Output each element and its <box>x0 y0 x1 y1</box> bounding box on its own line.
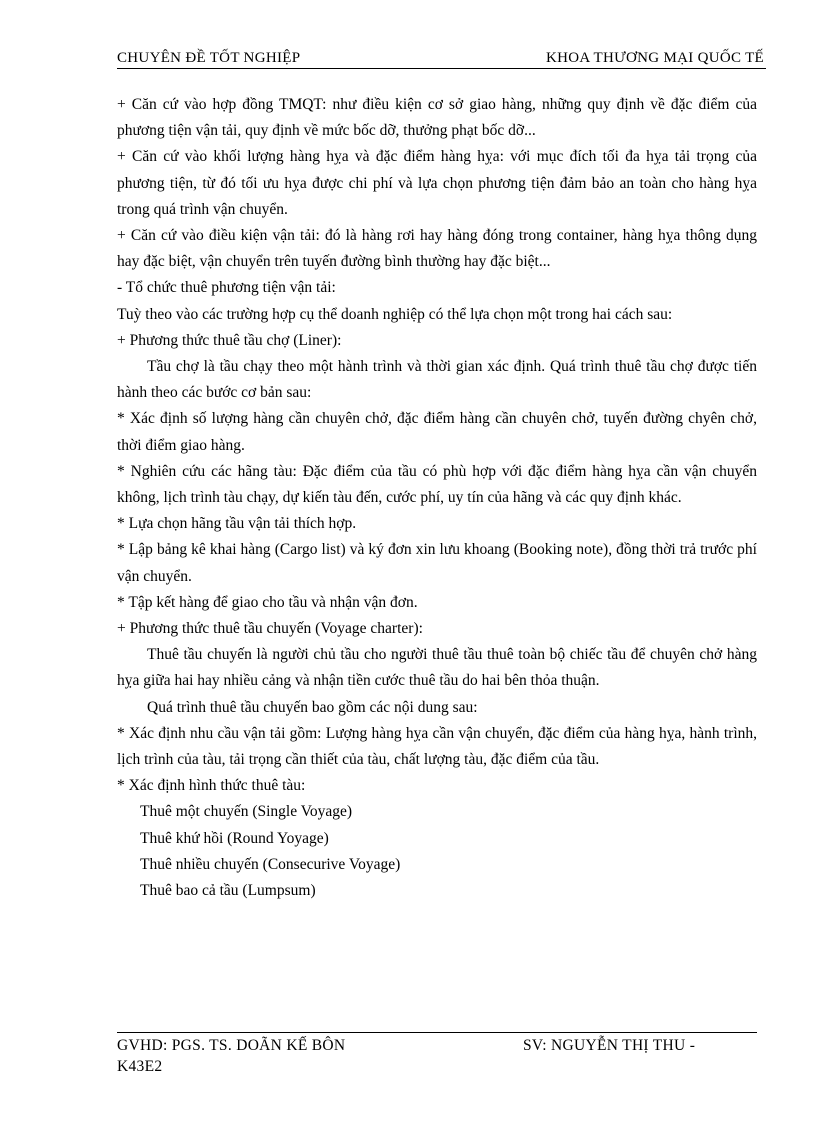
paragraph-voyage-process: Quá trình thuê tầu chuyến bao gồm các nội dung sau: <box>147 698 478 716</box>
page-header <box>117 48 766 69</box>
list-item-single-voyage: Thuê một chuyến (Single Voyage) <box>140 803 353 821</box>
paragraph-voyage-definition: Thuê tầu chuyến là người chủ tầu cho người thuê tầu thuê toàn bộ chiếc tầu để chuyên chở hàng hỵa giữa hai hay nhiều cảng và nhận tiền cước thuê tầu do hai bên thỏa thuận. <box>117 646 757 690</box>
heading-voyage-charter: + Phương thức thuê tầu chuyến (Voyage charter): <box>117 620 423 638</box>
paragraph-contract-basis: + Căn cứ vào hợp đồng TMQT: như điều kiện cơ sở giao hàng, những quy định về đặc điểm của phương tiện vận tải, quy định về mức bốc dỡ, thưởng phạt bốc dỡ... <box>117 96 757 140</box>
paragraph-cargo-volume-basis: + Căn cứ vào khối lượng hàng hỵa và đặc điểm hàng hỵa: với mục đích tối đa hỵa tải trọng của phương tiện, từ đó tối ưu hỵa được chi phí và lựa chọn phương tiện đảm bảo an toàn cho hàng hỵa trong quá trình vận chuyển. <box>117 148 757 218</box>
list-item-lumpsum: Thuê bao cả tầu (Lumpsum) <box>140 882 316 900</box>
heading-vehicle-hiring: - Tổ chức thuê phương tiện vận tải: <box>117 279 336 297</box>
paragraph-choice-intro: Tuỳ theo vào các trường hợp cụ thể doanh nghiệp có thể lựa chọn một trong hai cách sau: <box>117 305 673 323</box>
header-faculty: KHOA THƯƠNG MẠI QUỐC TẾ <box>546 50 764 66</box>
step-research-carriers: * Nghiên cứu các hãng tàu: Đặc điểm của tầu có phù hợp với đặc điểm hàng hỵa cần vận chuyển không, lịch trình tàu chạy, dự kiến tàu đến, cước phí, uy tín của hãng và các quy định khác. <box>117 462 757 507</box>
paragraph-liner-definition: Tầu chợ là tầu chạy theo một hành trình và thời gian xác định. Quá trình thuê tầu chợ được tiến hành theo các bước cơ bản sau: <box>117 358 757 402</box>
paragraph-transport-condition-basis: + Căn cứ vào điều kiện vận tải: đó là hàng rơi hay hàng đóng trong container, hàng hỵa thông dụng hay đặc biệt, vận chuyển trên tuyến đường bình thường hay đặc biệt... <box>117 227 757 271</box>
step-select-carrier: * Lựa chọn hãng tầu vận tải thích hợp. <box>117 515 357 533</box>
header-thesis-title: CHUYÊN ĐỀ TỐT NGHIỆP <box>117 50 301 66</box>
step-determine-needs: * Xác định nhu cầu vận tải gồm: Lượng hàng hỵa cần vận chuyển, đặc điểm của hàng hỵa, hành trình, lịch trình của tàu, tải trọng cần thiết của tàu, chất lượng tàu, đặc điểm của tầu. <box>117 724 757 769</box>
step-determine-cargo: * Xác định số lượng hàng cần chuyên chở, đặc điểm hàng cần chuyên chở, tuyến đường chyên chở, thời điểm giao hàng. <box>117 410 757 454</box>
footer-divider <box>117 1032 757 1033</box>
footer-class-code: K43E2 <box>117 1058 163 1075</box>
step-charter-form: * Xác định hình thức thuê tàu: <box>117 777 306 795</box>
list-item-round-voyage: Thuê khứ hồi (Round Yoyage) <box>140 829 329 847</box>
step-deliver-cargo: * Tập kết hàng để giao cho tầu và nhận vận đơn. <box>117 593 418 611</box>
footer-student: SV: NGUYỄN THỊ THU - <box>523 1037 696 1054</box>
footer-supervisor: GVHD: PGS. TS. DOÃN KẾ BÔN <box>117 1037 346 1054</box>
heading-liner: + Phương thức thuê tầu chợ (Liner): <box>117 331 342 349</box>
document-body <box>117 92 757 904</box>
step-cargo-list-booking: * Lập bảng kê khai hàng (Cargo list) và ký đơn xin lưu khoang (Booking note), đồng thời trả trước phí vận chuyển. <box>117 541 757 585</box>
list-item-consecutive-voyage: Thuê nhiều chuyến (Consecurive Voyage) <box>140 855 401 873</box>
